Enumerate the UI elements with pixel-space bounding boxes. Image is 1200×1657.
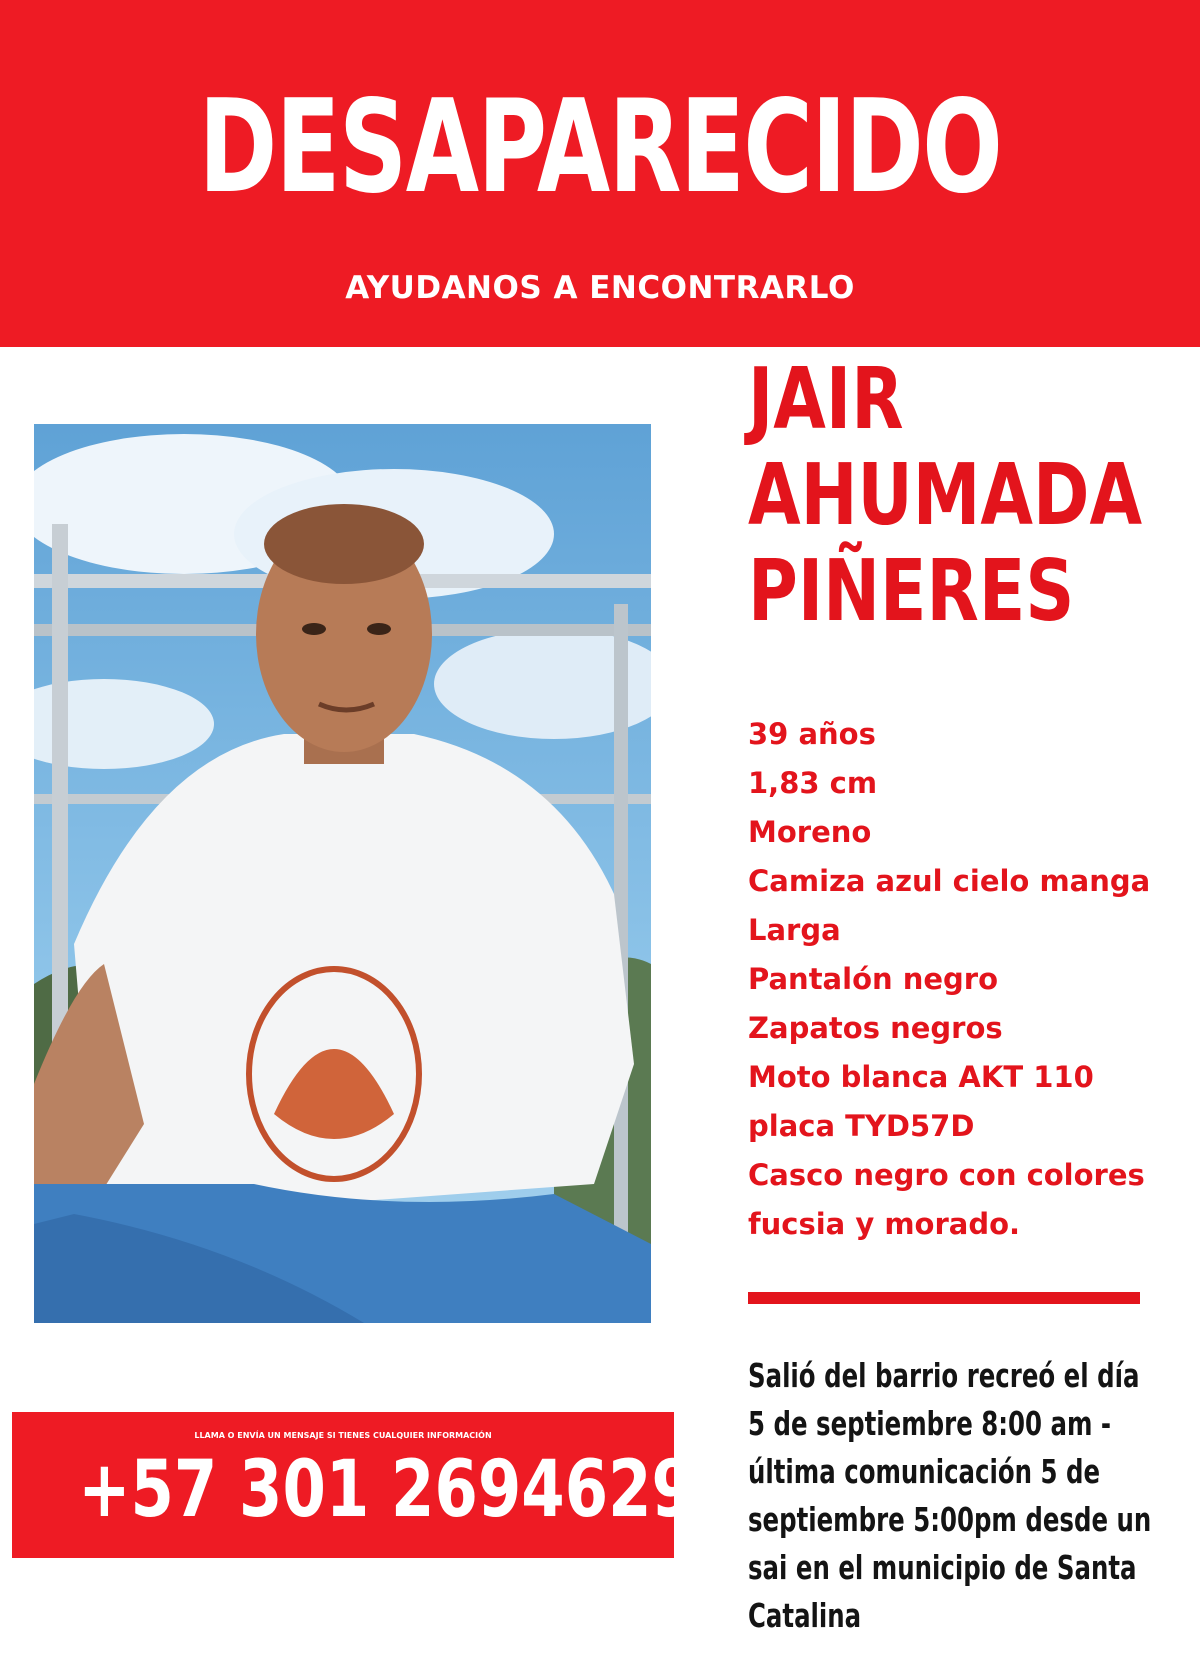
detail-age: 39 años xyxy=(748,717,876,751)
header-banner xyxy=(0,0,1200,347)
contact-note: LLAMA O ENVÍA UN MENSAJE SI TIENES CUALQUIER INFORMACIÓN xyxy=(194,1431,492,1440)
name-line-first: JAIR xyxy=(748,350,904,449)
contact-phone[interactable]: +57 301 2694629 xyxy=(78,1445,695,1535)
person-photo xyxy=(34,424,651,1323)
detail-shirt: Camiza azul cielo manga xyxy=(748,864,1151,898)
detail-helmet: Casco negro con colores xyxy=(748,1158,1145,1192)
subheadline: AYUDANOS A ENCONTRARLO xyxy=(345,270,855,306)
detail-height: 1,83 cm xyxy=(748,766,878,800)
last-seen-line: septiembre 5:00pm desde un xyxy=(748,1500,1152,1539)
person-name xyxy=(748,352,1142,640)
last-seen-line: sai en el municipio de Santa xyxy=(748,1548,1137,1587)
last-seen-line: Salió del barrio recreó el día xyxy=(748,1356,1140,1395)
last-seen-line: Catalina xyxy=(748,1596,862,1635)
divider-line xyxy=(748,1292,1140,1304)
headline: DESAPARECIDO xyxy=(198,73,1002,222)
detail-shirt-cont: Larga xyxy=(748,913,841,947)
last-seen-line: 5 de septiembre 8:00 am - xyxy=(748,1404,1112,1443)
detail-helmet-cont: fucsia y morado. xyxy=(748,1207,1021,1241)
detail-pants: Pantalón negro xyxy=(748,962,999,996)
name-line-surname-2: PIÑERES xyxy=(748,542,1075,641)
detail-plate: placa TYD57D xyxy=(748,1109,975,1143)
detail-shoes: Zapatos negros xyxy=(748,1011,1003,1045)
detail-complexion: Moreno xyxy=(748,815,872,849)
last-seen-line: última comunicación 5 de xyxy=(748,1452,1101,1491)
description-list xyxy=(748,710,1150,1249)
last-seen-text xyxy=(748,1352,1152,1640)
contact-box xyxy=(12,1412,695,1558)
name-line-surname-1: AHUMADA xyxy=(748,446,1143,545)
detail-motorcycle: Moto blanca AKT 110 xyxy=(748,1060,1094,1094)
